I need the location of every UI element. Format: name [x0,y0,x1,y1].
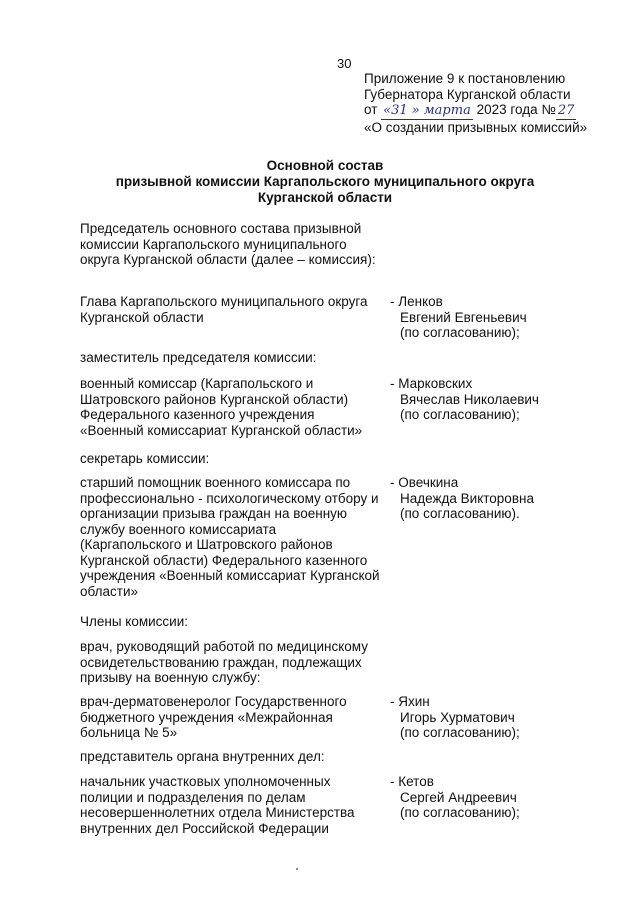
section-heading: заместитель председателя комиссии: [80,350,317,365]
member-person [390,376,570,423]
member-note: (по согласованию); [400,325,520,340]
member-name: Евгений Евгеньевич [400,309,527,325]
page-number: 30 [337,56,352,71]
appendix-line-1: Приложение 9 к постановлению [364,71,566,86]
section-heading: представитель органа внутренних дел: [80,749,325,764]
member-person [390,774,570,821]
member-surname: - Кетов [390,774,434,789]
member-person [390,475,570,522]
appendix-header [364,71,634,135]
member-surname: - Яхин [390,694,430,709]
title-line-3: Курганской области [257,190,393,205]
section-heading: секретарь комиссии: [80,451,210,466]
handwritten-number: 27 [557,103,575,118]
member-name: Вячеслав Николаевич [400,391,539,407]
member-position: начальник участковых уполномоченных полиции и подразделения по делам несовершеннолетних отдела Министерства внутренних дел Российской Федерации [80,774,355,836]
member-person [390,294,570,341]
title-line-2: призывной комиссии Каргапольского муниципального округа [115,174,535,189]
member-position: Глава Каргапольского муниципального округа Курганской области [80,294,368,325]
member-name: Сергей Андреевич [400,789,517,805]
appendix-line-3 [364,102,634,120]
member-name: Игорь Хурматович [400,709,515,725]
document-title [80,158,570,206]
handwritten-date: «31 » марта [383,103,471,118]
section-heading: Члены комиссии: [80,614,189,629]
member-position: врач-дерматовенеролог Государственного бюджетного учреждения «Межрайонная больница № 5» [80,694,347,740]
member-note: (по согласованию). [400,506,520,521]
appendix-line-4: «О создании призывных комиссий» [364,119,588,135]
member-surname: - Ленков [390,294,443,309]
member-surname: - Марковских [390,376,473,391]
appendix-from: от [364,102,378,117]
member-name: Надежда Викторовна [400,490,534,506]
member-note: (по согласованию); [400,407,520,422]
member-person [390,694,570,741]
member-position: военный комиссар (Каргапольского и Шатровского районов Курганской области) Федерального казенного учреждения «Военный комиссариат Курганской области» [80,376,363,438]
appendix-line-2: Губернатора Курганской области [364,86,571,102]
member-note: (по согласованию); [400,805,520,820]
title-line-1: Основной состав [266,158,384,173]
chair-heading: Председатель основного состава призывной комиссии Каргапольского муниципального округа Курганской области (далее – комиссия): [80,221,376,267]
member-note: (по согласованию); [400,725,520,740]
member-position: старший помощник военного комиссара по профессионально - психологическому отбору и организации призыва граждан на военную службу военного комиссариата (Каргапольского и Шатровского районов Курганской области) Федерального казенного учреждения «Военный комиссариат Курганской области» [80,475,380,599]
appendix-year: 2023 года № [476,102,556,117]
scan-speck [296,868,298,870]
section-subheading: врач, руководящий работой по медицинскому освидетельствованию граждан, подлежащих призыву на военную службу: [80,639,368,685]
member-surname: - Овечкина [390,475,459,490]
